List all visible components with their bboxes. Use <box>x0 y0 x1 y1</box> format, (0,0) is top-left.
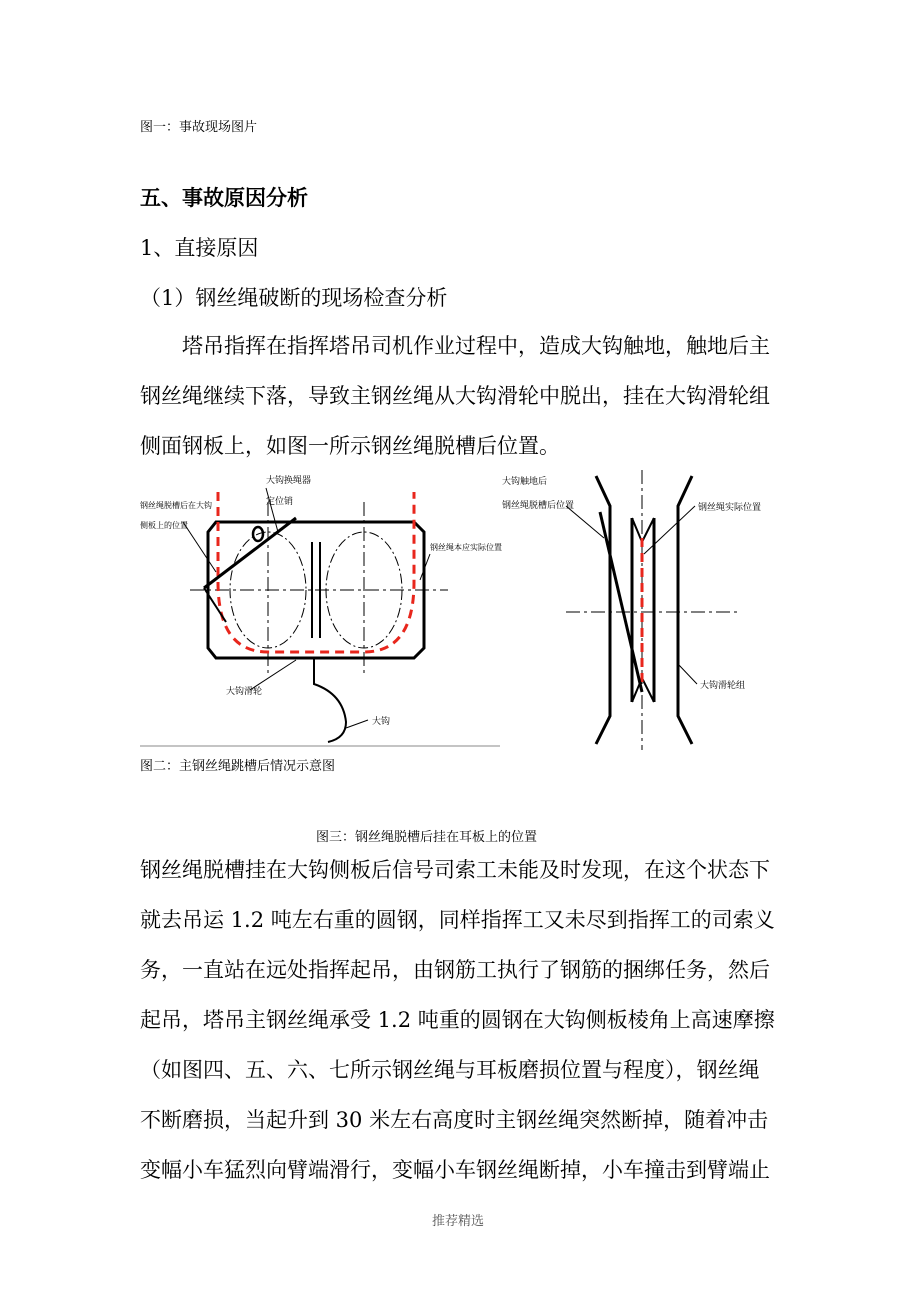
figure-1-caption: 图一：事故现场图片 <box>140 120 258 135</box>
paragraph-1-line: 侧面钢板上，如图一所示钢丝绳脱槽后位置。 <box>140 434 560 458</box>
leader-line <box>346 720 368 728</box>
rope-after-diagonal <box>600 512 642 692</box>
paragraph-1-line: 钢丝绳继续下落，导致主钢丝绳从大钩滑轮中脱出，挂在大钩滑轮组 <box>140 384 770 408</box>
leader-line <box>678 664 697 684</box>
paragraph-2-line: 务，一直站在远处指挥起吊，由钢筋工执行了钢筋的捆绑任务，然后 <box>140 958 770 982</box>
subsection-title: 1、直接原因 <box>140 236 259 260</box>
page-footer: 推荐精选 <box>432 1214 485 1229</box>
paragraph-2-line: 钢丝绳脱槽挂在大钩侧板后信号司索工未能及时发现，在这个状态下 <box>140 858 770 882</box>
figure-3-diagram <box>500 462 790 752</box>
paragraph-2-line: 起吊，塔吊主钢丝绳承受 1.2 吨重的圆钢在大钩侧板棱角上高速摩擦 <box>140 1008 775 1032</box>
side-plate-left <box>596 476 610 744</box>
label-rope-after: 钢丝绳脱槽后位置 <box>502 501 575 511</box>
label-rope-after-left: 钢丝绳脱槽后在大钩 <box>140 501 212 510</box>
label-pulley: 大钩滑轮 <box>226 687 263 697</box>
figure-2-caption: 图二：主钢丝绳跳槽后情况示意图 <box>140 759 336 774</box>
hook-shape <box>314 658 346 742</box>
paragraph-1-line: 塔吊指挥在指挥塔吊司机作业过程中，造成大钩触地，触地后主 <box>182 334 770 358</box>
label-rope-original: 钢丝绳本应实际位置 <box>430 543 502 552</box>
figure-3-caption: 图三：钢丝绳脱槽后挂在耳板上的位置 <box>316 830 538 845</box>
paragraph-2-line: 变幅小车猛烈向臂端滑行，变幅小车钢丝绳断掉，小车撞击到臂端止 <box>140 1158 770 1182</box>
rope-path-red <box>218 492 414 652</box>
label-rope-actual: 钢丝绳实际位置 <box>698 503 762 513</box>
item-title: （1）钢丝绳破断的现场检查分析 <box>140 286 448 310</box>
label-hook-guard: 大钩换绳器 <box>266 476 312 486</box>
paragraph-2-line: 不断磨损，当起升到 30 米左右高度时主钢丝绳突然断掉，随着冲击 <box>140 1108 769 1132</box>
paragraph-2-line: 就去吊运 1.2 吨左右重的圆钢，同样指挥工又未尽到指挥工的司索义 <box>140 908 775 932</box>
paragraph-1 <box>140 321 800 471</box>
label-hook: 大钩 <box>372 717 391 727</box>
side-plate-right <box>678 476 692 744</box>
leader-line <box>644 506 695 554</box>
paragraph-2-line: （如图四、五、六、七所示钢丝绳与耳板磨损位置与程度），钢丝绳 <box>140 1058 760 1082</box>
label-pulley-group: 大钩滑轮组 <box>700 681 746 691</box>
leader-line <box>250 660 296 690</box>
label-touchdown: 大钩触地后 <box>502 477 548 487</box>
label-rope-after-left-2: 侧板上的位置 <box>140 521 188 530</box>
section-title: 五、事故原因分析 <box>140 185 308 210</box>
paragraph-2 <box>140 845 800 1195</box>
figure-2-diagram <box>138 462 504 752</box>
label-locating-pin: 定位销 <box>266 497 294 507</box>
